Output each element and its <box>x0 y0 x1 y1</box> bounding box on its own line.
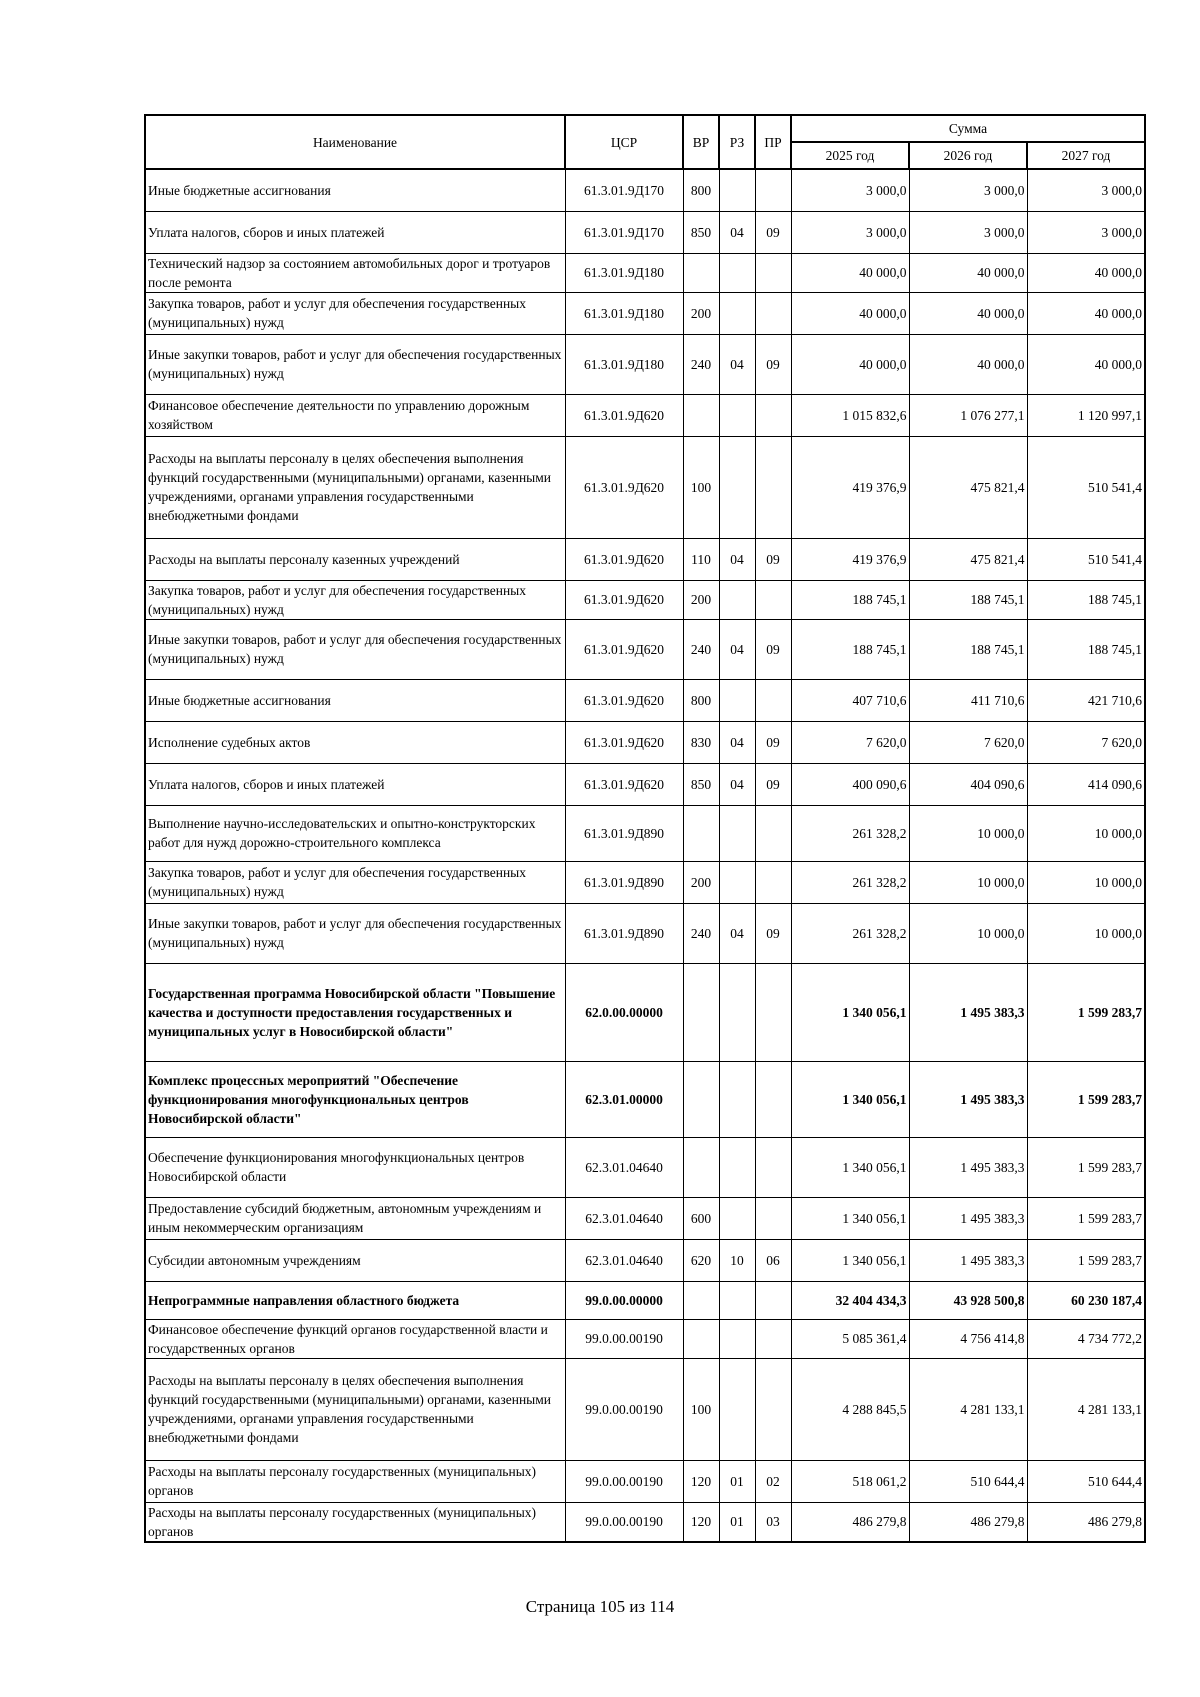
row-vr <box>683 1319 719 1358</box>
row-csr: 99.0.00.00190 <box>565 1319 683 1358</box>
row-sum-2027: 10 000,0 <box>1027 805 1145 861</box>
row-sum-2025: 261 328,2 <box>791 903 909 963</box>
row-sum-2027: 4 281 133,1 <box>1027 1358 1145 1460</box>
row-sum-2025: 1 340 056,1 <box>791 1061 909 1137</box>
row-name: Расходы на выплаты персоналу в целях обеспечения выполнения функций государственными (муниципальными) органами, казенными учреждениями, органами управления государственными внебюджетными фондами <box>145 1358 565 1460</box>
row-sum-2025: 1 340 056,1 <box>791 963 909 1061</box>
row-sum-2027: 510 644,4 <box>1027 1460 1145 1502</box>
table-row <box>145 861 1145 903</box>
row-pr <box>755 394 791 436</box>
row-name: Иные закупки товаров, работ и услуг для обеспечения государственных (муниципальных) нужд <box>145 903 565 963</box>
row-sum-2026: 188 745,1 <box>909 619 1027 679</box>
row-sum-2027: 10 000,0 <box>1027 903 1145 963</box>
table-row <box>145 619 1145 679</box>
row-pr: 09 <box>755 211 791 253</box>
row-vr: 800 <box>683 679 719 721</box>
row-sum-2025: 5 085 361,4 <box>791 1319 909 1358</box>
row-csr: 61.3.01.9Д620 <box>565 580 683 619</box>
row-pr <box>755 963 791 1061</box>
row-name: Субсидии автономным учреждениям <box>145 1239 565 1281</box>
row-vr <box>683 394 719 436</box>
row-pr <box>755 679 791 721</box>
row-sum-2027: 421 710,6 <box>1027 679 1145 721</box>
row-sum-2027: 188 745,1 <box>1027 580 1145 619</box>
row-name: Закупка товаров, работ и услуг для обеспечения государственных (муниципальных) нужд <box>145 861 565 903</box>
row-sum-2027: 40 000,0 <box>1027 292 1145 334</box>
row-rz <box>719 1061 755 1137</box>
table-row <box>145 1358 1145 1460</box>
row-pr <box>755 292 791 334</box>
table-row <box>145 903 1145 963</box>
row-pr <box>755 805 791 861</box>
row-sum-2027: 3 000,0 <box>1027 169 1145 211</box>
row-sum-2027: 40 000,0 <box>1027 334 1145 394</box>
row-sum-2027: 1 599 283,7 <box>1027 1137 1145 1197</box>
row-sum-2025: 1 015 832,6 <box>791 394 909 436</box>
table-row <box>145 253 1145 292</box>
table-row <box>145 169 1145 211</box>
row-csr: 62.3.01.04640 <box>565 1197 683 1239</box>
header-rz: РЗ <box>719 115 755 169</box>
row-sum-2025: 1 340 056,1 <box>791 1137 909 1197</box>
row-rz <box>719 1319 755 1358</box>
row-sum-2025: 419 376,9 <box>791 436 909 538</box>
row-vr: 240 <box>683 903 719 963</box>
row-pr: 09 <box>755 763 791 805</box>
row-sum-2026: 1 495 383,3 <box>909 1137 1027 1197</box>
row-csr: 61.3.01.9Д890 <box>565 861 683 903</box>
row-vr: 850 <box>683 211 719 253</box>
row-pr: 02 <box>755 1460 791 1502</box>
row-rz <box>719 394 755 436</box>
row-sum-2027: 510 541,4 <box>1027 436 1145 538</box>
row-rz <box>719 805 755 861</box>
row-vr <box>683 1061 719 1137</box>
row-sum-2027: 1 599 283,7 <box>1027 963 1145 1061</box>
row-name: Иные бюджетные ассигнования <box>145 679 565 721</box>
table-header <box>145 115 1145 169</box>
row-sum-2026: 1 495 383,3 <box>909 1239 1027 1281</box>
row-csr: 99.0.00.00000 <box>565 1281 683 1319</box>
row-vr: 120 <box>683 1460 719 1502</box>
row-pr <box>755 1137 791 1197</box>
row-sum-2027: 486 279,8 <box>1027 1502 1145 1542</box>
row-sum-2025: 407 710,6 <box>791 679 909 721</box>
row-name: Выполнение научно-исследовательских и опытно-конструкторских работ для нужд дорожно-строительного комплекса <box>145 805 565 861</box>
header-vr: ВР <box>683 115 719 169</box>
row-csr: 62.3.01.04640 <box>565 1137 683 1197</box>
header-sum: Сумма <box>791 115 1145 142</box>
row-sum-2026: 4 756 414,8 <box>909 1319 1027 1358</box>
row-sum-2027: 414 090,6 <box>1027 763 1145 805</box>
row-sum-2027: 60 230 187,4 <box>1027 1281 1145 1319</box>
row-rz <box>719 1137 755 1197</box>
row-name: Обеспечение функционирования многофункциональных центров Новосибирской области <box>145 1137 565 1197</box>
table-row <box>145 1137 1145 1197</box>
row-rz <box>719 1197 755 1239</box>
row-sum-2026: 1 076 277,1 <box>909 394 1027 436</box>
row-sum-2026: 1 495 383,3 <box>909 1061 1027 1137</box>
row-csr: 61.3.01.9Д620 <box>565 721 683 763</box>
table-row <box>145 1460 1145 1502</box>
row-csr: 61.3.01.9Д620 <box>565 763 683 805</box>
table-row <box>145 580 1145 619</box>
row-pr <box>755 436 791 538</box>
row-sum-2027: 1 599 283,7 <box>1027 1239 1145 1281</box>
row-sum-2026: 4 281 133,1 <box>909 1358 1027 1460</box>
row-sum-2027: 188 745,1 <box>1027 619 1145 679</box>
row-rz <box>719 292 755 334</box>
row-pr <box>755 1061 791 1137</box>
row-sum-2025: 40 000,0 <box>791 334 909 394</box>
row-rz: 04 <box>719 211 755 253</box>
row-csr: 61.3.01.9Д620 <box>565 619 683 679</box>
table-row <box>145 211 1145 253</box>
row-pr: 09 <box>755 903 791 963</box>
row-rz: 01 <box>719 1502 755 1542</box>
row-sum-2026: 1 495 383,3 <box>909 963 1027 1061</box>
row-sum-2026: 10 000,0 <box>909 805 1027 861</box>
row-sum-2025: 1 340 056,1 <box>791 1239 909 1281</box>
row-sum-2027: 7 620,0 <box>1027 721 1145 763</box>
row-sum-2026: 43 928 500,8 <box>909 1281 1027 1319</box>
row-rz <box>719 436 755 538</box>
row-name: Комплекс процессных мероприятий "Обеспечение функционирования многофункциональных центров Новосибирской области" <box>145 1061 565 1137</box>
row-sum-2027: 40 000,0 <box>1027 253 1145 292</box>
row-csr: 61.3.01.9Д620 <box>565 538 683 580</box>
row-pr <box>755 253 791 292</box>
row-pr: 09 <box>755 619 791 679</box>
row-csr: 61.3.01.9Д620 <box>565 436 683 538</box>
row-vr: 850 <box>683 763 719 805</box>
row-sum-2025: 486 279,8 <box>791 1502 909 1542</box>
row-csr: 61.3.01.9Д620 <box>565 394 683 436</box>
row-sum-2025: 4 288 845,5 <box>791 1358 909 1460</box>
row-sum-2026: 40 000,0 <box>909 292 1027 334</box>
row-sum-2026: 486 279,8 <box>909 1502 1027 1542</box>
page-number: Страница 105 из 114 <box>525 1597 675 1616</box>
row-rz: 04 <box>719 538 755 580</box>
row-pr <box>755 580 791 619</box>
table-row <box>145 1281 1145 1319</box>
table-row <box>145 1061 1145 1137</box>
table-row <box>145 292 1145 334</box>
row-csr: 61.3.01.9Д180 <box>565 292 683 334</box>
table-row <box>145 1239 1145 1281</box>
budget-table <box>144 114 1146 1543</box>
row-rz <box>719 679 755 721</box>
row-csr: 61.3.01.9Д180 <box>565 253 683 292</box>
table-row <box>145 805 1145 861</box>
table-row <box>145 1197 1145 1239</box>
row-sum-2025: 261 328,2 <box>791 805 909 861</box>
row-pr <box>755 1358 791 1460</box>
row-rz <box>719 1358 755 1460</box>
row-name: Уплата налогов, сборов и иных платежей <box>145 763 565 805</box>
row-name: Финансовое обеспечение деятельности по управлению дорожным хозяйством <box>145 394 565 436</box>
row-sum-2025: 188 745,1 <box>791 580 909 619</box>
header-year-2027: 2027 год <box>1027 142 1145 169</box>
row-name: Закупка товаров, работ и услуг для обеспечения государственных (муниципальных) нужд <box>145 580 565 619</box>
row-rz: 04 <box>719 619 755 679</box>
header-pr: ПР <box>755 115 791 169</box>
row-sum-2026: 3 000,0 <box>909 211 1027 253</box>
row-pr: 03 <box>755 1502 791 1542</box>
row-rz <box>719 861 755 903</box>
row-csr: 99.0.00.00190 <box>565 1358 683 1460</box>
row-rz: 10 <box>719 1239 755 1281</box>
row-sum-2025: 3 000,0 <box>791 211 909 253</box>
row-sum-2027: 3 000,0 <box>1027 211 1145 253</box>
row-sum-2026: 40 000,0 <box>909 253 1027 292</box>
row-sum-2026: 510 644,4 <box>909 1460 1027 1502</box>
row-sum-2026: 404 090,6 <box>909 763 1027 805</box>
row-csr: 61.3.01.9Д620 <box>565 679 683 721</box>
row-vr: 100 <box>683 1358 719 1460</box>
row-vr <box>683 253 719 292</box>
row-csr: 61.3.01.9Д180 <box>565 334 683 394</box>
row-name: Расходы на выплаты персоналу государственных (муниципальных) органов <box>145 1460 565 1502</box>
row-sum-2025: 40 000,0 <box>791 253 909 292</box>
row-pr <box>755 1319 791 1358</box>
row-sum-2026: 411 710,6 <box>909 679 1027 721</box>
row-name: Финансовое обеспечение функций органов государственной власти и государственных органов <box>145 1319 565 1358</box>
row-sum-2025: 1 340 056,1 <box>791 1197 909 1239</box>
table-body <box>145 169 1145 1542</box>
row-csr: 61.3.01.9Д890 <box>565 903 683 963</box>
row-sum-2026: 475 821,4 <box>909 538 1027 580</box>
header-name: Наименование <box>145 115 565 169</box>
row-vr <box>683 1281 719 1319</box>
table-row <box>145 721 1145 763</box>
table-row <box>145 1502 1145 1542</box>
row-csr: 62.0.00.00000 <box>565 963 683 1061</box>
row-rz <box>719 253 755 292</box>
row-sum-2027: 1 120 997,1 <box>1027 394 1145 436</box>
row-vr: 200 <box>683 580 719 619</box>
row-rz: 01 <box>719 1460 755 1502</box>
row-name: Расходы на выплаты персоналу государственных (муниципальных) органов <box>145 1502 565 1542</box>
row-rz <box>719 580 755 619</box>
row-name: Непрограммные направления областного бюджета <box>145 1281 565 1319</box>
row-sum-2027: 4 734 772,2 <box>1027 1319 1145 1358</box>
row-name: Расходы на выплаты персоналу в целях обеспечения выполнения функций государственными (муниципальными) органами, казенными учреждениями, органами управления государственными внебюджетными фондами <box>145 436 565 538</box>
row-name: Технический надзор за состоянием автомобильных дорог и тротуаров после ремонта <box>145 253 565 292</box>
row-rz: 04 <box>719 903 755 963</box>
row-csr: 62.3.01.04640 <box>565 1239 683 1281</box>
row-sum-2027: 510 541,4 <box>1027 538 1145 580</box>
row-vr: 200 <box>683 292 719 334</box>
row-vr: 110 <box>683 538 719 580</box>
row-sum-2027: 1 599 283,7 <box>1027 1197 1145 1239</box>
row-sum-2027: 1 599 283,7 <box>1027 1061 1145 1137</box>
row-sum-2026: 1 495 383,3 <box>909 1197 1027 1239</box>
header-year-2025: 2025 год <box>791 142 909 169</box>
row-sum-2026: 10 000,0 <box>909 861 1027 903</box>
row-csr: 61.3.01.9Д170 <box>565 169 683 211</box>
table-row <box>145 538 1145 580</box>
row-pr: 09 <box>755 721 791 763</box>
row-sum-2025: 261 328,2 <box>791 861 909 903</box>
row-csr: 61.3.01.9Д170 <box>565 211 683 253</box>
row-name: Иные закупки товаров, работ и услуг для обеспечения государственных (муниципальных) нужд <box>145 334 565 394</box>
row-name: Предоставление субсидий бюджетным, автономным учреждениям и иным некоммерческим организациям <box>145 1197 565 1239</box>
row-sum-2025: 7 620,0 <box>791 721 909 763</box>
row-vr <box>683 1137 719 1197</box>
row-rz <box>719 169 755 211</box>
row-name: Исполнение судебных актов <box>145 721 565 763</box>
row-sum-2026: 10 000,0 <box>909 903 1027 963</box>
row-csr: 99.0.00.00190 <box>565 1460 683 1502</box>
row-sum-2026: 40 000,0 <box>909 334 1027 394</box>
row-vr: 100 <box>683 436 719 538</box>
table-row <box>145 334 1145 394</box>
row-sum-2026: 475 821,4 <box>909 436 1027 538</box>
row-pr <box>755 1197 791 1239</box>
row-rz <box>719 963 755 1061</box>
table-row <box>145 763 1145 805</box>
table-row <box>145 436 1145 538</box>
row-sum-2025: 188 745,1 <box>791 619 909 679</box>
row-vr: 800 <box>683 169 719 211</box>
row-name: Уплата налогов, сборов и иных платежей <box>145 211 565 253</box>
row-pr: 09 <box>755 334 791 394</box>
row-vr: 620 <box>683 1239 719 1281</box>
row-pr <box>755 169 791 211</box>
row-sum-2025: 32 404 434,3 <box>791 1281 909 1319</box>
row-vr: 600 <box>683 1197 719 1239</box>
row-pr <box>755 861 791 903</box>
row-sum-2025: 419 376,9 <box>791 538 909 580</box>
row-name: Государственная программа Новосибирской области "Повышение качества и доступности предоставления государственных и муниципальных услуг в Новосибирской области" <box>145 963 565 1061</box>
row-sum-2025: 40 000,0 <box>791 292 909 334</box>
table-row <box>145 679 1145 721</box>
row-csr: 61.3.01.9Д890 <box>565 805 683 861</box>
row-vr: 830 <box>683 721 719 763</box>
row-csr: 62.3.01.00000 <box>565 1061 683 1137</box>
row-pr: 09 <box>755 538 791 580</box>
row-name: Расходы на выплаты персоналу казенных учреждений <box>145 538 565 580</box>
table-row <box>145 394 1145 436</box>
header-csr: ЦСР <box>565 115 683 169</box>
row-vr: 120 <box>683 1502 719 1542</box>
row-sum-2026: 7 620,0 <box>909 721 1027 763</box>
row-rz: 04 <box>719 334 755 394</box>
row-sum-2027: 10 000,0 <box>1027 861 1145 903</box>
table-row <box>145 1319 1145 1358</box>
row-vr <box>683 805 719 861</box>
row-vr: 240 <box>683 619 719 679</box>
row-sum-2025: 3 000,0 <box>791 169 909 211</box>
row-name: Закупка товаров, работ и услуг для обеспечения государственных (муниципальных) нужд <box>145 292 565 334</box>
row-rz: 04 <box>719 721 755 763</box>
row-vr <box>683 963 719 1061</box>
row-rz: 04 <box>719 763 755 805</box>
row-sum-2026: 3 000,0 <box>909 169 1027 211</box>
row-vr: 200 <box>683 861 719 903</box>
row-pr: 06 <box>755 1239 791 1281</box>
row-sum-2026: 188 745,1 <box>909 580 1027 619</box>
row-sum-2025: 400 090,6 <box>791 763 909 805</box>
header-year-2026: 2026 год <box>909 142 1027 169</box>
row-sum-2025: 518 061,2 <box>791 1460 909 1502</box>
row-vr: 240 <box>683 334 719 394</box>
row-name: Иные бюджетные ассигнования <box>145 169 565 211</box>
row-pr <box>755 1281 791 1319</box>
table-row <box>145 963 1145 1061</box>
row-rz <box>719 1281 755 1319</box>
row-name: Иные закупки товаров, работ и услуг для обеспечения государственных (муниципальных) нужд <box>145 619 565 679</box>
row-csr: 99.0.00.00190 <box>565 1502 683 1542</box>
